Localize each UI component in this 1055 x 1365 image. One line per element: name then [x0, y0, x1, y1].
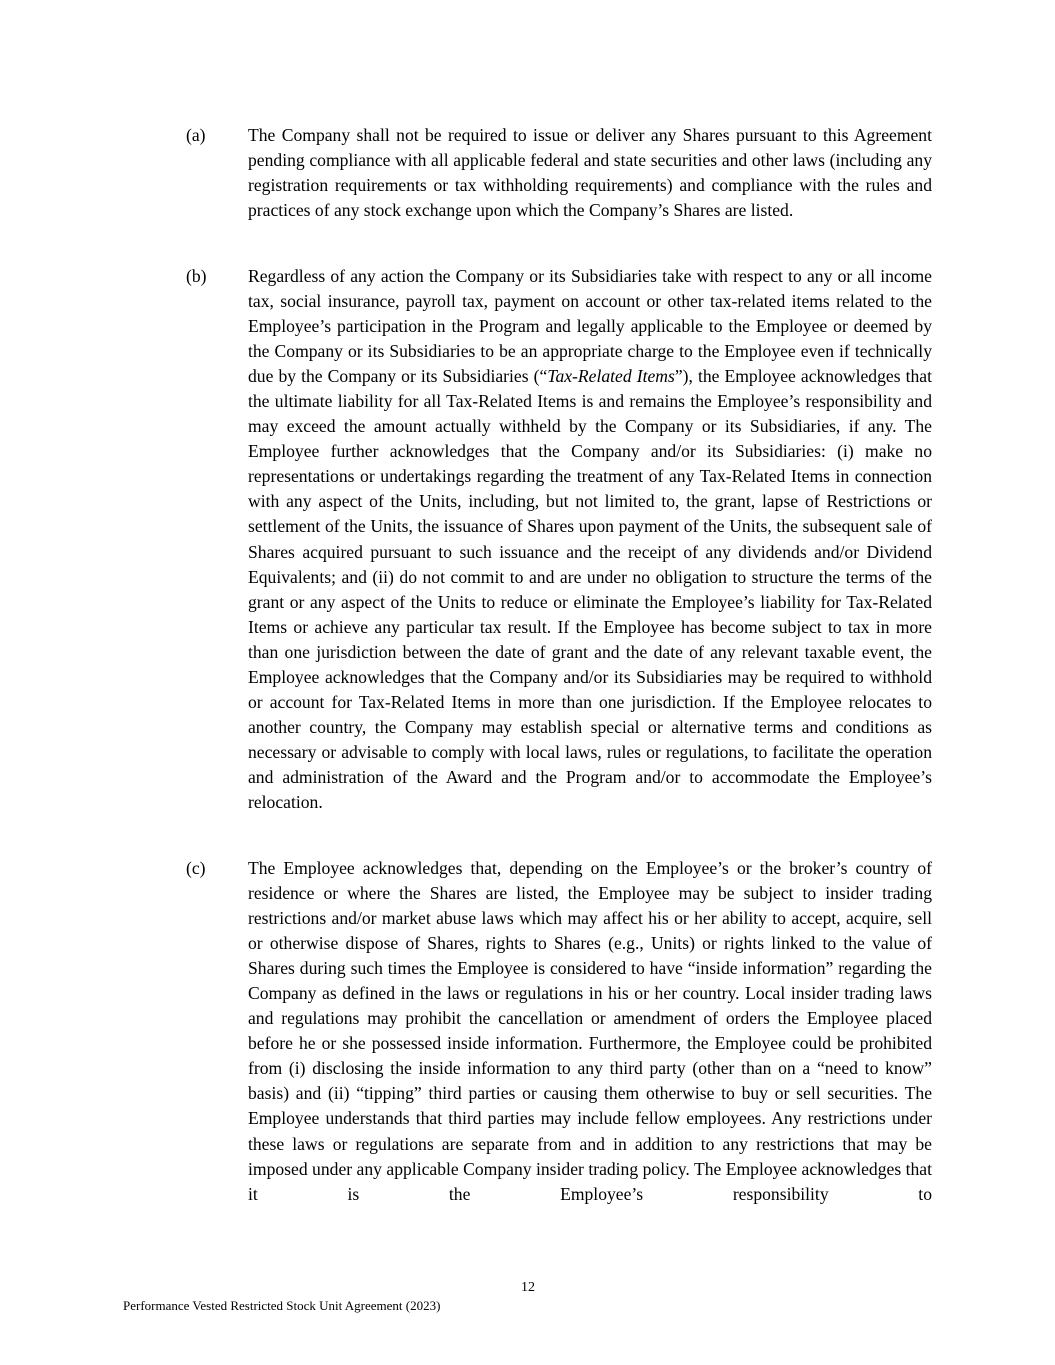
clause-text: The Company shall not be required to issue or deliver any Shares pursuant to this Agreement pending compliance with all applicable federal and state securities and other laws (including any registration requirements or tax withholding requirements) and compliance with the rules and practices of any stock exchange upon which the Company’s Shares are listed. [248, 125, 932, 221]
clause-text: The Employee acknowledges that, depending on the Employee’s or the broker’s country of residence or where the Shares are listed, the Employee may be subject to insider trading restrictions and/or market abuse laws which may affect his or her ability to accept, acquire, sell or otherwise dispose of Shares, rights to Shares (e.g., Units) or rights linked to the value of Shares during such times the Employee is considered to have “inside information” regarding the Company as defined in the laws or regulations in his or her country. Local insider trading laws and regulations may prohibit the cancellation or amendment of orders the Employee placed before he or she possessed inside information. Furthermore, the Employee could be prohibited from (i) disclosing the inside information to any third party (other than on a “need to know” basis) and (ii) “tipping” third parties or causing them otherwise to buy or sell securities. The Employee understands that third parties may include fellow employees. Any restrictions under these laws or regulations are separate from and in addition to any restrictions that may be imposed under any applicable Company insider trading policy. The Employee acknowledges that it is the Employee’s responsibility to [248, 858, 932, 1204]
page-number: 12 [521, 1280, 535, 1295]
clause-text-after-term: ”), the Employee acknowledges that the ultimate liability for all Tax-Related Items is and remains the Employee’s responsibility and may exceed the amount actually withheld by the Company or its Subsidiaries, if any. The Employee further acknowledges that the Company and/or its Subsidiaries: (i) make no representations or undertakings regarding the treatment of any Tax-Related Items in connection with any aspect of the Units, including, but not limited to, the grant, lapse of Restrictions or settlement of the Units, the issuance of Shares upon payment of the Units, the subsequent sale of Shares acquired pursuant to such issuance and the receipt of any dividends and/or Dividend Equivalents; and (ii) do not commit to and are under no obligation to structure the terms of the grant or any aspect of the Units to reduce or eliminate the Employee’s liability for Tax-Related Items or achieve any particular tax result. If the Employee has become subject to tax in more than one jurisdiction between the date of grant and the date of any relevant taxable event, the Employee acknowledges that the Company and/or its Subsidiaries may be required to withhold or account for Tax-Related Items in more than one jurisdiction. If the Employee relocates to another country, the Company may establish special or alternative terms and conditions as necessary or advisable to comply with local laws, rules or regulations, to facilitate the operation and administration of the Award and the Program and/or to accommodate the Employee’s relocation. [248, 366, 932, 812]
clause-text [248, 264, 932, 815]
clause-label: (b) [186, 266, 207, 286]
clause-label: (a) [186, 125, 206, 145]
footer-document-title: Performance Vested Restricted Stock Unit Agreement (2023) [123, 1298, 441, 1313]
clause-label: (c) [186, 858, 206, 878]
defined-term: Tax-Related Items [547, 366, 675, 387]
clause-text-before-term: Regardless of any action the Company or its Subsidiaries take with respect to any or all income tax, social insurance, payroll tax, payment on account or other tax-related items related to the Employee’s participation in the Program and legally applicable to the Employee or deemed by the Company or its Subsidiaries to be an appropriate charge to the Employee even if technically due by the Company or its Subsidiaries (“ [248, 266, 932, 387]
